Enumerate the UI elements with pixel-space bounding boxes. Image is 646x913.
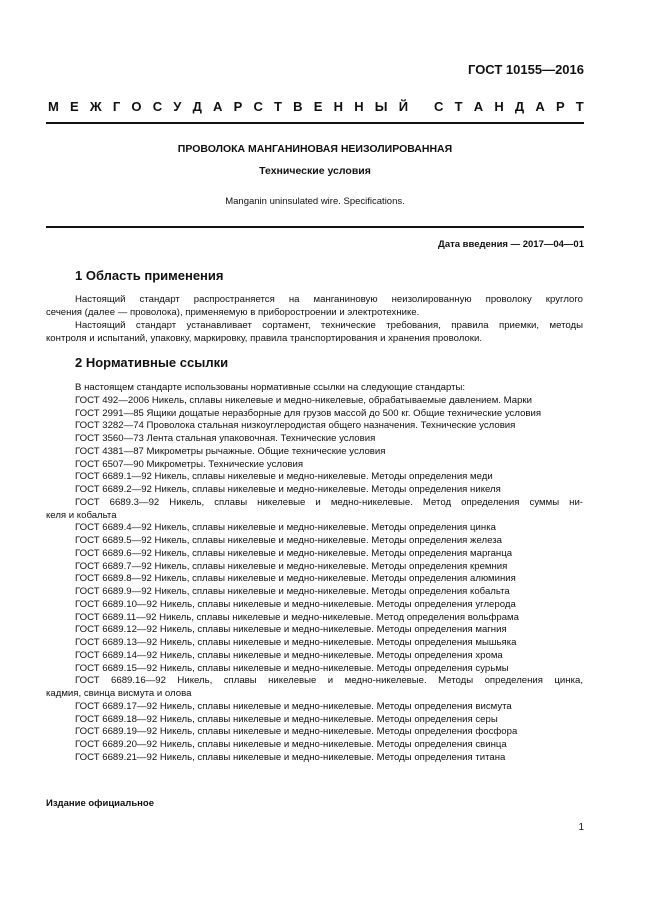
- reference-item: ГОСТ 6689.16—92 Никель, сплавы никелевые и медно-никелевые. Методы определения цинка,: [75, 675, 583, 687]
- top-rule: [46, 122, 584, 124]
- standard-type-letter: Д: [514, 99, 525, 114]
- reference-item: ГОСТ 3282—74 Проволока стальная низкоуглеродистая общего назначения. Технические условия: [75, 420, 516, 432]
- section-1-heading: 1 Область применения: [75, 268, 224, 283]
- standard-type-letter: А: [473, 99, 484, 114]
- standard-type: [48, 99, 584, 114]
- reference-item: ГОСТ 6689.8—92 Никель, сплавы никелевые и медно-никелевые. Методы определения алюминия: [75, 573, 516, 585]
- normative-references-list: [46, 382, 583, 765]
- reference-item: ГОСТ 6689.9—92 Никель, сплавы никелевые и медно-никелевые. Методы определения кобальта: [75, 586, 510, 597]
- section-1-paragraph-1: [46, 294, 583, 319]
- standard-type-letter: В: [293, 99, 303, 114]
- section-2-heading: 2 Нормативные ссылки: [75, 355, 229, 370]
- standard-type-letter: С: [434, 99, 444, 114]
- standard-type-letter: Е: [70, 99, 79, 114]
- standard-type-letter: С: [152, 99, 163, 114]
- reference-item: ГОСТ 6689.7—92 Никель, сплавы никелевые и медно-никелевые. Методы определения кремния: [75, 560, 508, 572]
- reference-item: ГОСТ 6689.12—92 Никель, сплавы никелевые и медно-никелевые. Методы определения магния: [75, 624, 507, 636]
- paragraph-line: Настоящий стандарт устанавливает сортамент, технические требования, правила приемки, методы: [75, 320, 583, 331]
- standard-type-letter: Н: [333, 99, 343, 114]
- title-rule: [46, 226, 584, 228]
- reference-item: ГОСТ 6689.1—92 Никель, сплавы никелевые и медно-никелевые. Методы определения меди: [75, 471, 493, 483]
- gost-number: ГОСТ 10155—2016: [468, 62, 584, 77]
- reference-item: ГОСТ 6689.11—92 Никель, сплавы никелевые и медно-никелевые. Метод определения вольфрама: [75, 611, 519, 623]
- reference-item: ГОСТ 6689.10—92 Никель, сплавы никелевые и медно-никелевые. Методы определения углерода: [75, 598, 516, 610]
- standard-type-letter: Т: [454, 99, 463, 114]
- standard-type-letter: С: [253, 99, 263, 114]
- references-intro: В настоящем стандарте использованы нормативные ссылки на следующие стандарты:: [75, 382, 466, 393]
- standard-type-letter: Ж: [89, 99, 102, 114]
- standard-type-letter: Д: [192, 99, 202, 114]
- reference-item: келя и кобальта: [46, 509, 117, 521]
- reference-item: ГОСТ 6689.17—92 Никель, сплавы никелевые и медно-никелевые. Методы определения висмута: [75, 700, 512, 712]
- reference-item: ГОСТ 6689.19—92 Никель, сплавы никелевые и медно-никелевые. Методы определения фосфора: [75, 726, 518, 738]
- reference-item: ГОСТ 6689.2—92 Никель, сплавы никелевые и медно-никелевые. Методы определения никеля: [75, 484, 501, 495]
- reference-item: ГОСТ 6689.15—92 Никель, сплавы никелевые и медно-никелевые. Методы определения сурьмы: [75, 662, 509, 674]
- standard-type-letter: У: [173, 99, 182, 114]
- reference-item: ГОСТ 2991—85 Ящики дощатые неразборные для грузов массой до 500 кг. Общие технические условия: [75, 407, 542, 419]
- reference-item: ГОСТ 492—2006 Никель, сплавы никелевые и медно-никелевые, обрабатываемые давлением. Марки: [75, 394, 532, 406]
- standard-type-letter: Е: [313, 99, 323, 114]
- page-number: 1: [578, 822, 584, 833]
- standard-type-letter: Р: [233, 99, 243, 114]
- standard-type-letter: О: [131, 99, 142, 114]
- document-subtitle: Технические условия: [259, 165, 371, 177]
- paragraph-line: контроля и испытаний, упаковку, маркировку, правила транспортирования и хранения проволоки.: [46, 332, 482, 344]
- reference-item: ГОСТ 6689.6—92 Никель, сплавы никелевые и медно-никелевые. Методы определения марганца: [75, 547, 513, 559]
- standard-type-letter: Г: [112, 99, 121, 114]
- reference-item: ГОСТ 6689.3—92 Никель, сплавы никелевые и медно-никелевые. Метод определения суммы ни-: [75, 496, 583, 508]
- paragraph-line: Настоящий стандарт распространяется на манганиновую неизолированную проволоку круглого: [75, 294, 583, 305]
- reference-item: ГОСТ 6689.14—92 Никель, сплавы никелевые и медно-никелевые. Методы определения хрома: [75, 649, 503, 661]
- reference-item: ГОСТ 6689.18—92 Никель, сплавы никелевые и медно-никелевые. Методы определения серы: [75, 713, 498, 725]
- standard-type-letter: Й: [398, 99, 409, 114]
- standard-type-letter: Ы: [374, 99, 388, 114]
- reference-item: кадмия, свинца висмута и олова: [46, 688, 192, 699]
- document-title: ПРОВОЛОКА МАНГАНИНОВАЯ НЕИЗОЛИРОВАННАЯ: [177, 143, 453, 155]
- standard-type-letter: М: [48, 99, 59, 114]
- standard-type-letter: А: [535, 99, 545, 114]
- intro-date: Дата введения — 2017—04—01: [438, 239, 584, 250]
- reference-item: ГОСТ 6507—90 Микрометры. Технические условия: [75, 458, 304, 470]
- official-edition-label: Издание официальное: [46, 798, 154, 809]
- english-title: Manganin uninsulated wire. Specifications.: [225, 196, 405, 207]
- reference-item: ГОСТ 3560—73 Лента стальная упаковочная. Технические условия: [75, 433, 376, 444]
- standard-type-letter: Н: [354, 99, 364, 114]
- reference-item: ГОСТ 6689.4—92 Никель, сплавы никелевые и медно-никелевые. Методы определения цинка: [75, 522, 496, 534]
- reference-item: ГОСТ 6689.5—92 Никель, сплавы никелевые и медно-никелевые. Методы определения железа: [75, 535, 502, 546]
- standard-type-letter: Т: [575, 99, 584, 114]
- standard-type-letter: Р: [555, 99, 565, 114]
- reference-item: ГОСТ 4381—87 Микрометры рычажные. Общие технические условия: [75, 445, 386, 457]
- reference-item: ГОСТ 6689.21—92 Никель, сплавы никелевые и медно-никелевые. Методы определения титана: [75, 751, 506, 763]
- reference-item: ГОСТ 6689.13—92 Никель, сплавы никелевые и медно-никелевые. Методы определения мышьяка: [75, 637, 517, 648]
- standard-type-letter: Н: [494, 99, 504, 114]
- standard-type-letter: Т: [274, 99, 282, 114]
- section-1-paragraph-2: [46, 320, 583, 345]
- standard-type-letter: [419, 99, 423, 114]
- reference-item: ГОСТ 6689.20—92 Никель, сплавы никелевые и медно-никелевые. Методы определения свинца: [75, 739, 507, 750]
- standard-type-letter: А: [213, 99, 223, 114]
- paragraph-line: сечения (далее — проволока), применяемую в приборостроении и электротехнике.: [46, 306, 420, 318]
